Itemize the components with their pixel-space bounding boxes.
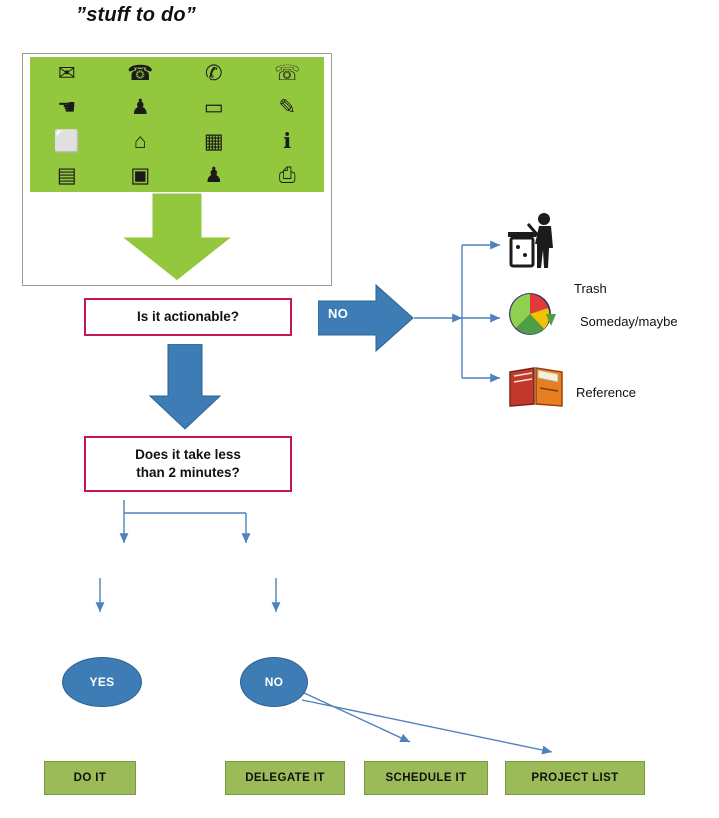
people-icon: ♟ (204, 163, 224, 187)
pie-chart-icon (506, 288, 558, 340)
yes-arrow-label: YES (154, 360, 166, 384)
action-do-it-label: DO IT (73, 772, 107, 784)
headset-icon: ☏ (274, 62, 301, 86)
no-arrow-label: NO (328, 306, 349, 321)
tv-icon: ▣ (130, 163, 151, 187)
action-project-list (505, 761, 645, 795)
action-delegate-it-label: DELEGATE IT (245, 772, 325, 784)
action-schedule-it-label: SCHEDULE IT (385, 772, 467, 784)
action-project-list-label: PROJECT LIST (531, 772, 619, 784)
inbox-icon-panel (30, 57, 324, 192)
outcome-no-label: NO (264, 675, 284, 689)
outcome-yes-ellipse (62, 657, 142, 707)
speech-bubble-icon: ⬜ (53, 129, 80, 153)
green-down-arrow (117, 192, 237, 284)
info-icon: ℹ (283, 129, 292, 153)
action-do-it (44, 761, 136, 795)
decision-q2-line1: Does it take less (135, 446, 241, 462)
envelope-icon: ✉ (57, 62, 76, 86)
hand-click-icon: ☚ (57, 96, 77, 120)
person-icon: ♟ (130, 96, 150, 120)
page-title: ”stuff to do” (76, 4, 196, 26)
outcome-yes-label: YES (89, 675, 115, 689)
branch-label-someday: Someday/maybe (580, 314, 678, 329)
telephone-icon: ✆ (204, 62, 223, 86)
action-schedule-it (364, 761, 488, 795)
fax-icon: ☎ (127, 62, 154, 86)
branch-label-reference: Reference (576, 385, 636, 400)
calculator-icon: ▦ (203, 129, 224, 153)
decision-q1-label: Is it actionable? (136, 308, 240, 324)
inbox-icon-grid (30, 57, 324, 192)
trash-person-icon (506, 210, 568, 272)
open-book-icon (508, 362, 564, 410)
action-delegate-it (225, 761, 345, 795)
decision-is-it-actionable (84, 298, 292, 336)
decision-two-minutes (84, 436, 292, 492)
home-icon: ⌂ (133, 129, 147, 153)
printer-icon: ⎙ (278, 163, 296, 187)
branch-label-trash: Trash (574, 281, 607, 296)
yes-branch-arrow (148, 344, 222, 430)
decision-q2-line2: than 2 minutes? (136, 465, 240, 480)
newspaper-icon: ▤ (56, 163, 77, 187)
monitor-icon: ▭ (203, 96, 224, 120)
outcome-no-ellipse (240, 657, 308, 707)
note-pencil-icon: ✎ (278, 96, 297, 120)
